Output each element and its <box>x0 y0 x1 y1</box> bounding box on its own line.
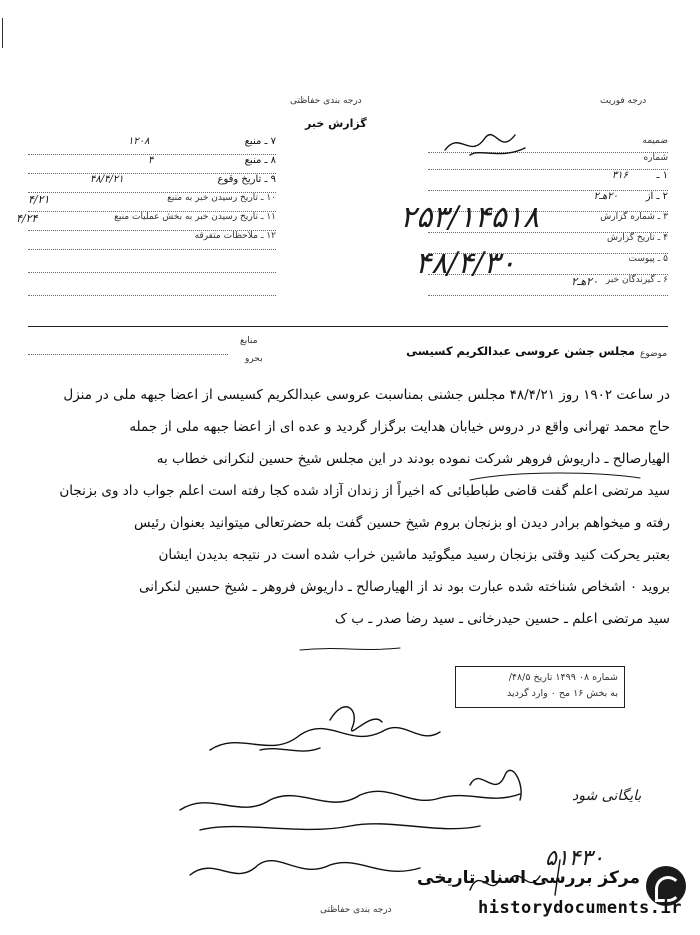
handwritten-note: ۵۱۴۳۰ <box>545 846 605 871</box>
classification-label: درجه بندی حفاظتی <box>290 96 362 106</box>
subject-text: مجلس جشن عروسی عبدالکریم کسیسی <box>406 344 635 358</box>
body-line: در ساعت ۱۹۰۲ روز ۴۸/۴/۲۱ مجلس جشنی بمناسبت عروسی عبدالکریم کسیسی از اعضا جبهه ملی در منزل <box>63 387 670 403</box>
priority-label: درجه فوریت <box>600 96 647 106</box>
field-label: ۱ ـ <box>656 170 668 181</box>
body-line: سید مرتضی اعلم ـ حسین حیدرخانی ـ سید رضا صدر ـ ب ک <box>334 611 670 627</box>
field-value: ۱۲۰۸ <box>128 136 150 147</box>
report-title: گزارش خبر <box>305 117 367 130</box>
field-value: ۲۰هـ۲ <box>571 275 598 288</box>
field-label: ۵ ـ پیوست <box>628 254 668 264</box>
field-label: ۲ ـ از <box>645 191 668 202</box>
page-edge-mark <box>2 18 7 48</box>
field-value: ۴ <box>148 155 154 166</box>
body-line: سید مرتضی اعلم گفت قاضی طباطبائی که اخیراً از زندان آزاد شده کجا رفته است اعلم جواب داد وی بزنجان <box>59 483 670 499</box>
watermark-url: historydocuments.ir <box>478 898 682 918</box>
mark-label-a: منابع <box>240 336 258 346</box>
field-value: ۴/۲۱ <box>28 193 50 206</box>
field-value: ۴/۲۴ <box>16 212 38 225</box>
margin-note: بایگانی شود <box>572 788 642 804</box>
field-label: ۹ ـ تاریخ وقوع <box>217 174 276 185</box>
field-value: ۳۱۶ <box>611 170 628 181</box>
handwritten-date: ۴۸/۴/۳۰ <box>415 246 516 281</box>
footer-classification: درجه بندی حفاظتی <box>320 905 392 915</box>
field-label: ۸ ـ منبع <box>244 155 276 166</box>
field-label: ۱۲ ـ ملاحظات متفرقه <box>194 231 276 241</box>
mark-label-b: بحرو <box>245 354 263 364</box>
body-line: بعتبر یحرکت کنید وقتی بزنجان رسید میگوئید ماشین خراب شده است در نتیجه بدیدن ایشان <box>158 547 670 563</box>
field-label: شماره <box>643 153 668 163</box>
field-value: ۴۸/۴/۲۱ <box>90 174 124 185</box>
body-line: حاج محمد تهرانی واقع در دروس خیابان هدایت برگزار گردید و عده ای از اعضا جبهه ملی از جمله <box>129 419 670 435</box>
handwritten-number: ۲۵۳/۱۴۵۱۸ <box>400 200 540 235</box>
field-label: ۱۱ ـ تاریخ رسیدن خبر به بخش عملیات منبع <box>114 212 276 222</box>
field-label: ۶ ـ گیرندگان خبر <box>605 275 668 285</box>
field-label: ۳ ـ شماره گزارش <box>600 212 668 222</box>
stamp-line: به بخش ۱۶ مح ۰ وارد گردید <box>507 688 618 699</box>
field-label: ۷ ـ منبع <box>244 136 276 147</box>
watermark-title: مرکز بررسی اسناد تاریخی <box>417 868 640 888</box>
subject-label: موضوع <box>640 349 668 359</box>
body-line: بروید ۰ اشخاص شناخته شده عبارت بود ند از الهیارصالح ـ داریوش فروهر ـ شیخ حسین لنکرانی <box>139 579 670 595</box>
stamp-line: شماره ۰۸ ۱۴۹۹ تاریخ ۴۸/۵/ <box>508 672 618 683</box>
watermark <box>410 864 690 924</box>
field-label: ۴ ـ تاریخ گزارش <box>606 233 668 243</box>
body-line: رفته و میخواهم برادر دیدن او بزنجان بروم شیخ حسین گفت بله حضرتعالی میتوانید بعنوان رئیس <box>134 515 670 531</box>
body-line: الهیارصالح ـ داریوش فروهر شرکت نموده بودند در این مجلس شیخ حسین لنکرانی خطاب به <box>156 451 670 467</box>
field-label: ۱۰ ـ تاریخ رسیدن خبر به منبع <box>167 193 276 203</box>
field-label: ضمیمه <box>642 136 668 146</box>
field-value: ۲۰هـ۲ <box>593 191 618 202</box>
